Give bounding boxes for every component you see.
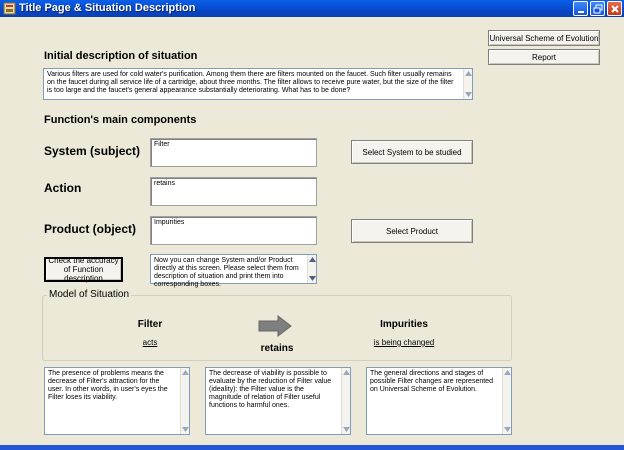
close-icon [608,2,623,17]
scroll-down-icon[interactable] [464,90,473,99]
situation-textbox[interactable] [43,68,473,100]
model-subject-link[interactable]: acts [142,338,158,347]
scroll-up-icon[interactable] [308,255,317,264]
maximize-icon [591,2,606,17]
system-value: Filter [154,141,170,148]
note-middle-text: The decrease of viability is possible to evaluate by the reduction of Filter value (ideality): the Filter value is the magnitude of relation of Filter useful functions to harmful ones. [209,370,332,409]
report-button[interactable]: Report [488,49,600,65]
system-label: System (subject) [44,144,141,158]
select-system-button[interactable]: Select System to be studied [351,140,473,164]
hint-scrollbar[interactable] [307,255,316,283]
scroll-down-icon[interactable] [308,274,317,283]
system-input[interactable] [150,138,317,167]
action-input[interactable] [150,177,317,206]
action-label: Action [44,181,82,195]
scroll-up-icon[interactable] [503,368,512,377]
situation-scrollbar[interactable] [463,69,472,99]
note-left-textbox[interactable] [44,367,190,435]
model-object-link[interactable]: is being changed [373,338,435,347]
note-left-scrollbar[interactable] [180,368,189,434]
minimize-button[interactable] [573,1,588,16]
model-subject: Filter [137,319,163,330]
scroll-down-icon[interactable] [503,425,512,434]
close-button[interactable] [607,1,622,16]
title-bar[interactable] [0,0,624,17]
note-right-text: The general directions and stages of possible Filter changes are represented on Universal Scheme of Evolution. [370,370,493,393]
situation-text: Various filters are used for cold water's purification. Among them there are filters mounted on the faucet. Such filter usually remains on the faucet during all service life of a cartridge, about three months. The filter allows to receive pure water, but the size of the filter is too large and the faucet's general appearance substantially deteriorating. What has to be done? [47,71,454,94]
app-icon [3,2,16,15]
scroll-down-icon[interactable] [342,425,351,434]
minimize-icon [574,2,589,17]
scroll-down-icon[interactable] [181,425,190,434]
model-action: retains [260,343,294,354]
select-product-button[interactable]: Select Product [351,219,473,243]
note-middle-scrollbar[interactable] [341,368,350,434]
product-value: Impurities [154,219,185,226]
product-label: Product (object) [44,222,136,236]
hint-text: Now you can change System and/or Product directly at this screen. Please select them from description of situation and print them into corresponding boxes. [154,257,299,288]
check-accuracy-button[interactable]: Check the accuracy of Function description [44,257,123,282]
model-legend: Model of Situation [49,289,130,300]
model-object: Impurities [380,319,428,330]
client-area [0,17,624,445]
scroll-up-icon[interactable] [464,69,473,78]
taskbar-strip [0,445,624,450]
note-left-text: The presence of problems means the decrease of Filter's attraction for the user. In other words, in user's eyes the Filter loses its viability. [48,370,168,401]
note-middle-textbox[interactable] [205,367,351,435]
hint-textbox[interactable] [150,254,317,288]
maximize-button[interactable] [590,1,605,16]
note-right-scrollbar[interactable] [502,368,511,434]
note-right-textbox[interactable] [366,367,512,435]
product-input[interactable] [150,216,317,245]
scroll-up-icon[interactable] [181,368,190,377]
window-title: Title Page & Situation Description [19,2,196,14]
arrow-right-icon [258,315,292,337]
universal-scheme-button[interactable]: Universal Scheme of Evolution [488,30,600,46]
situation-heading: Initial description of situation [44,50,198,62]
action-value: retains [154,180,176,187]
components-heading: Function's main components [44,114,197,126]
scroll-up-icon[interactable] [342,368,351,377]
